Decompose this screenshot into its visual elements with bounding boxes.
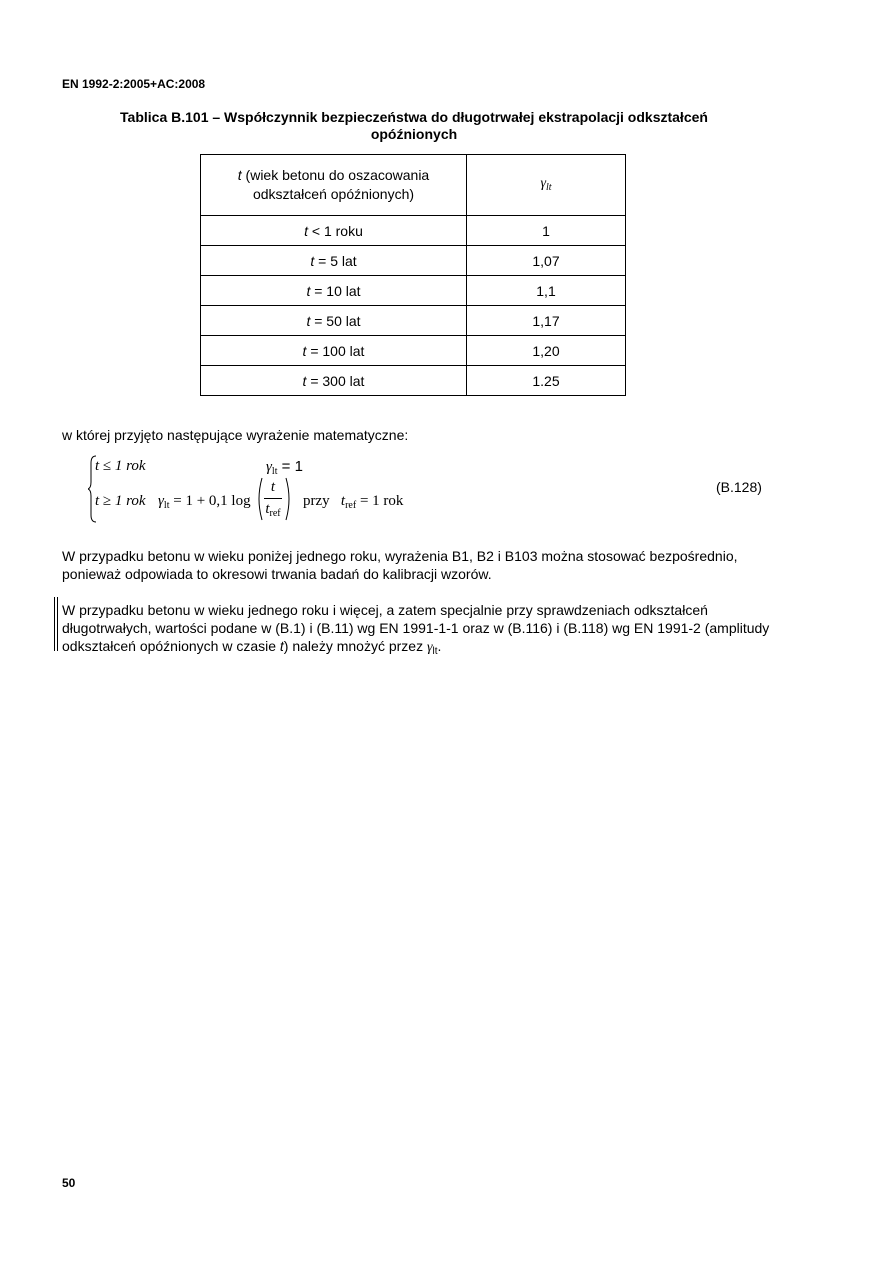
table-row [201,216,626,246]
formula-row2-condition: t ≥ 1 rok [95,493,146,509]
gamma-cell: 1 [467,216,626,246]
change-bar [57,597,58,651]
gamma-cell: 1,17 [467,306,626,336]
standard-header: EN 1992-2:2005+AC:2008 [62,77,206,91]
gamma-cell: 1,07 [467,246,626,276]
fraction: t $t_{ref}$ [265,479,281,519]
fraction-bar [264,498,282,499]
safety-factor-table [200,154,626,396]
formula-row1-expression: $\gamma_{lt} = 1$ [266,458,303,477]
formula-intro: w której przyjęto następujące wyrażenie matematyczne: [62,427,409,443]
table-row [201,336,626,366]
age-cell: t = 300 lat [201,366,467,396]
age-cell: t = 100 lat [201,336,467,366]
paragraph-under-one-year: W przypadku betonu w wieku poniżej jednego roku, wyrażenia B1, B2 i B103 można stosować bezpośrednio, ponieważ odpowiada to okresowi trwania badań do kalibracji wzorów. [62,548,738,582]
table-header-row [201,155,626,216]
table-row [201,246,626,276]
age-cell: t = 10 lat [201,276,467,306]
gamma-cell: 1.25 [467,366,626,396]
table-row [201,306,626,336]
formula-condition-przy: przy $t_{ref} = 1$ rok [303,493,404,511]
table-title: Tablica B.101 – Współczynnik bezpieczeństwa do długotrwałej ekstrapolacji odkształceń opóźnionych [120,109,708,142]
gamma-cell: 1,1 [467,276,626,306]
formula-row1-condition: t ≤ 1 rok [95,458,146,474]
age-cell: t = 5 lat [201,246,467,276]
gamma-cell: 1,20 [467,336,626,366]
age-cell: t = 50 lat [201,306,467,336]
page-number: 50 [62,1176,76,1190]
table-row [201,276,626,306]
column-header-age: t (wiek betonu do oszacowania odkształceń opóźnionych) [201,155,467,216]
table-row [201,366,626,396]
left-paren [255,477,263,521]
equation-number: (B.128) [716,479,762,495]
right-paren [285,477,293,521]
age-cell: t < 1 roku [201,216,467,246]
change-bar [54,597,55,651]
formula-b128 [88,455,428,527]
formula-row2-expression: $\gamma_{lt} = 1 + 0,1$ log [158,493,251,511]
column-header-gamma: $\gamma_{lt}$ [467,155,626,216]
paragraph-one-year-and-more: W przypadku betonu w wieku jednego roku i więcej, a zatem specjalnie przy sprawdzeniach odkształceń długotrwałych, wartości podane w (B.1) i (B.11) wg EN 1991-1-1 oraz w (B.116) i (B.118) wg EN 1991-2 (amplitudy odkształceń opóźnionych w czasie t) należy mnożyć przez $\gamma_{lt}$. [62,602,770,657]
